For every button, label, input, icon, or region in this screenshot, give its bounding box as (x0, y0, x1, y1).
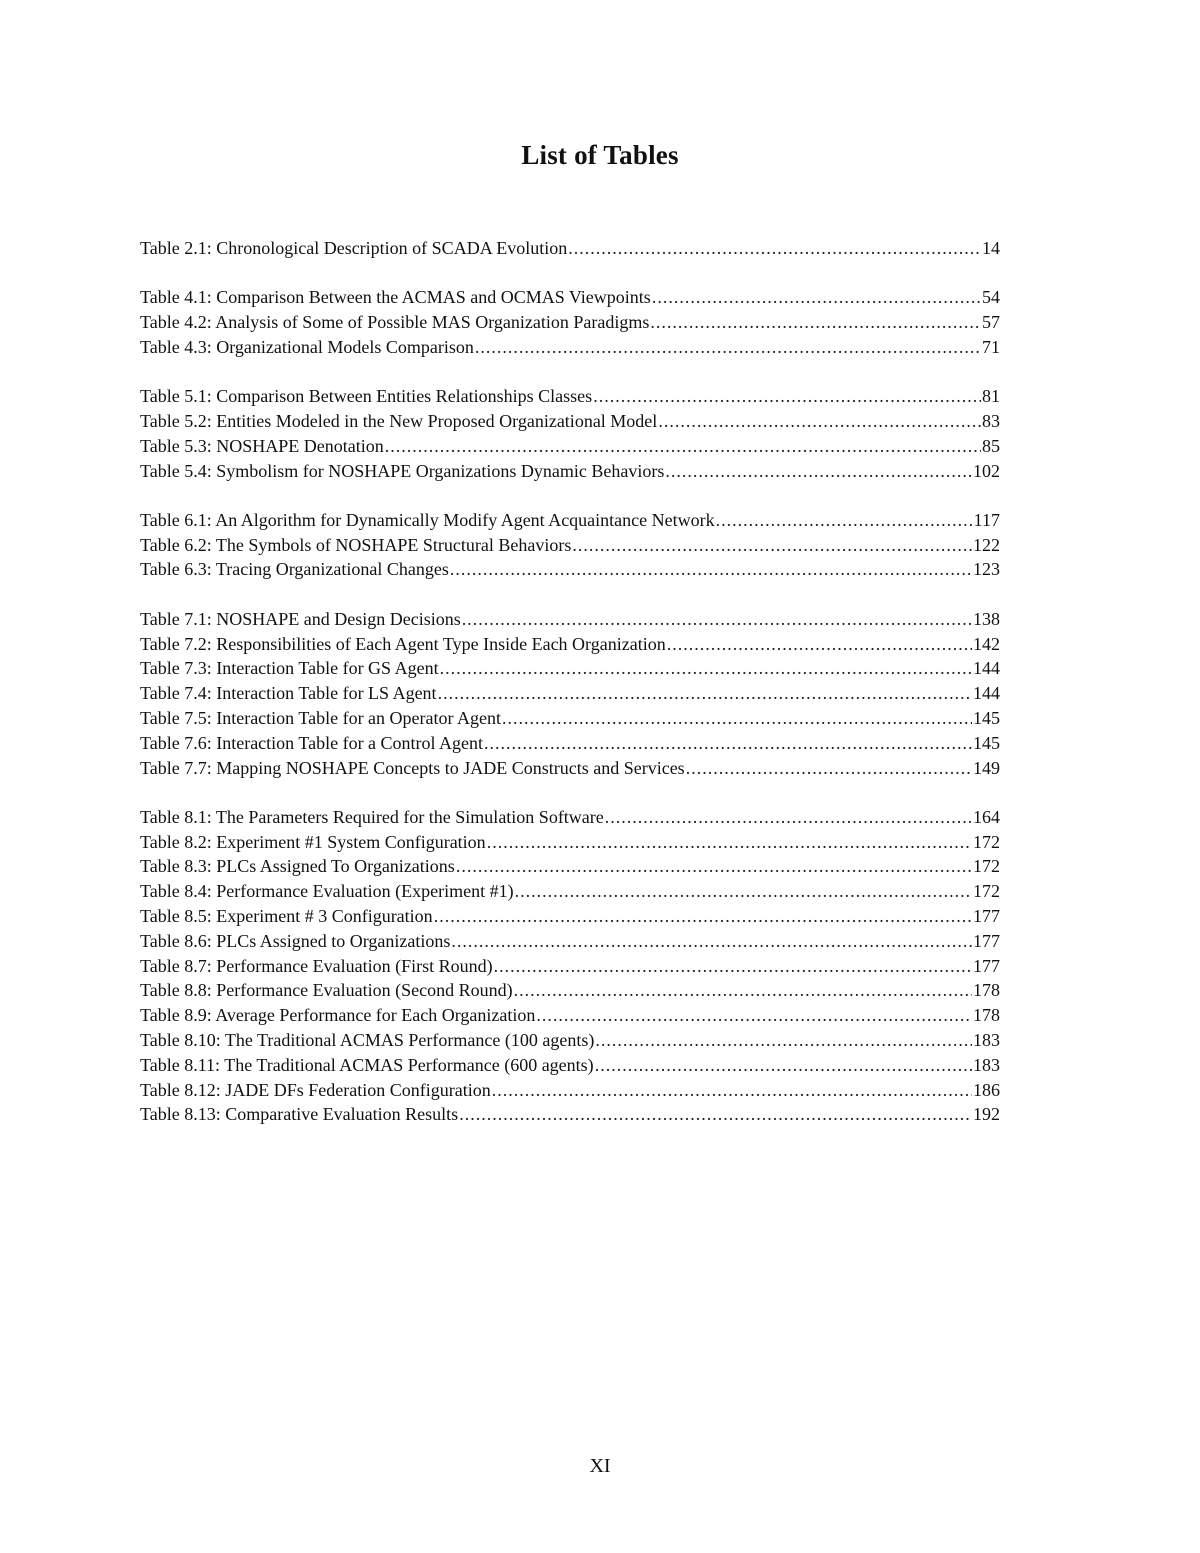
table-of-contents (140, 236, 1000, 1152)
toc-entry[interactable] (140, 954, 1000, 979)
dot-leader (459, 1102, 972, 1127)
toc-entry-label: Table 5.3: NOSHAPE Denotation (140, 435, 384, 456)
dot-leader (451, 929, 972, 954)
toc-entry-page: 145 (973, 732, 1000, 753)
toc-entry-page: 102 (973, 460, 1000, 481)
toc-entry-page: 122 (973, 534, 1000, 555)
toc-entry[interactable] (140, 533, 1000, 558)
toc-entry-label: Table 5.1: Comparison Between Entities Relationships Classes (140, 386, 593, 407)
toc-entry[interactable] (140, 1028, 1000, 1053)
dot-leader (487, 830, 972, 855)
toc-entry[interactable] (140, 1078, 1000, 1103)
toc-entry-page: 81 (982, 386, 1000, 407)
toc-entry-page: 172 (973, 881, 1000, 902)
dot-leader (502, 706, 972, 731)
toc-entry-label: Table 4.1: Comparison Between the ACMAS and OCMAS Viewpoints (140, 287, 651, 308)
dot-leader (716, 508, 973, 533)
dot-leader (494, 954, 972, 979)
toc-group (140, 384, 1000, 483)
toc-entry-page: 177 (973, 906, 1000, 927)
dot-leader (568, 236, 981, 261)
toc-entry-page: 144 (973, 658, 1000, 679)
toc-entry[interactable] (140, 335, 1000, 360)
toc-entry[interactable] (140, 805, 1000, 830)
toc-entry-page: 138 (973, 608, 1000, 629)
page-title: List of Tables (521, 140, 679, 170)
toc-entry-page: 172 (973, 831, 1000, 852)
toc-group (140, 805, 1000, 1127)
toc-entry-page: 57 (982, 312, 1000, 333)
toc-entry-page: 145 (973, 707, 1000, 728)
toc-entry-label: Table 8.7: Performance Evaluation (First Round) (140, 955, 493, 976)
toc-entry[interactable] (140, 607, 1000, 632)
dot-leader (438, 681, 972, 706)
toc-entry-page: 178 (973, 1005, 1000, 1026)
dot-leader (595, 1053, 972, 1078)
dot-leader (605, 805, 972, 830)
dot-leader (434, 904, 972, 929)
toc-entry[interactable] (140, 384, 1000, 409)
dot-leader (450, 557, 972, 582)
toc-entry-label: Table 8.12: JADE DFs Federation Configuration (140, 1079, 491, 1100)
toc-entry-label: Table 8.6: PLCs Assigned to Organizations (140, 930, 451, 951)
toc-entry[interactable] (140, 557, 1000, 582)
dot-leader (456, 854, 972, 879)
toc-entry[interactable] (140, 1102, 1000, 1127)
dot-leader (484, 731, 972, 756)
toc-entry-label: Table 6.1: An Algorithm for Dynamically Modify Agent Acquaintance Network (140, 509, 715, 530)
toc-entry[interactable] (140, 904, 1000, 929)
toc-entry[interactable] (140, 632, 1000, 657)
toc-entry-label: Table 7.6: Interaction Table for a Control Agent (140, 732, 484, 753)
toc-entry[interactable] (140, 978, 1000, 1003)
toc-entry-page: 183 (973, 1030, 1000, 1051)
dot-leader (440, 656, 972, 681)
toc-entry-label: Table 7.7: Mapping NOSHAPE Concepts to JADE Constructs and Services (140, 757, 685, 778)
dot-leader (593, 384, 981, 409)
toc-entry[interactable] (140, 508, 1000, 533)
toc-entry-label: Table 7.3: Interaction Table for GS Agent (140, 658, 439, 679)
toc-entry[interactable] (140, 459, 1000, 484)
toc-entry-page: 71 (982, 336, 1000, 357)
toc-entry-label: Table 4.3: Organizational Models Comparison (140, 336, 474, 357)
toc-entry-page: 172 (973, 856, 1000, 877)
toc-entry-label: Table 7.5: Interaction Table for an Operator Agent (140, 707, 502, 728)
dot-leader (658, 409, 981, 434)
toc-entry-label: Table 8.11: The Traditional ACMAS Performance (600 agents) (140, 1054, 594, 1075)
toc-entry-page: 14 (982, 238, 1000, 258)
dot-leader (475, 335, 981, 360)
toc-entry-page: 123 (973, 559, 1000, 580)
toc-group (140, 607, 1000, 781)
toc-entry-page: 183 (973, 1054, 1000, 1075)
dot-leader (595, 1028, 972, 1053)
dot-leader (652, 285, 981, 310)
toc-entry-label: Table 7.4: Interaction Table for LS Agent (140, 683, 437, 704)
toc-entry-page: 178 (973, 980, 1000, 1001)
toc-entry-label: Table 2.1: Chronological Description of SCADA Evolution (140, 238, 568, 258)
toc-entry-page: 186 (973, 1079, 1000, 1100)
dot-leader (462, 607, 972, 632)
toc-entry-label: Table 7.2: Responsibilities of Each Agent Type Inside Each Organization (140, 633, 666, 654)
toc-entry[interactable] (140, 310, 1000, 335)
toc-entry[interactable] (140, 706, 1000, 731)
toc-entry[interactable] (140, 879, 1000, 904)
dot-leader (492, 1078, 972, 1103)
dot-leader (686, 756, 972, 781)
toc-entry[interactable] (140, 409, 1000, 434)
toc-entry-label: Table 8.5: Experiment # 3 Configuration (140, 906, 433, 927)
toc-entry-label: Table 8.2: Experiment #1 System Configuration (140, 831, 486, 852)
toc-group (140, 236, 1000, 261)
toc-entry-page: 83 (982, 410, 1000, 431)
toc-entry[interactable] (140, 756, 1000, 781)
toc-entry-label: Table 5.4: Symbolism for NOSHAPE Organizations Dynamic Behaviors (140, 460, 665, 481)
toc-entry[interactable] (140, 854, 1000, 879)
toc-entry[interactable] (140, 731, 1000, 756)
toc-entry-page: 149 (973, 757, 1000, 778)
dot-leader (572, 533, 972, 558)
toc-entry-label: Table 8.8: Performance Evaluation (Second Round) (140, 980, 513, 1001)
dot-leader (536, 1003, 972, 1028)
toc-entry-page: 117 (973, 509, 1000, 530)
toc-entry-label: Table 5.2: Entities Modeled in the New Proposed Organizational Model (140, 410, 658, 431)
dot-leader (514, 978, 972, 1003)
toc-entry-page: 54 (982, 287, 1000, 308)
toc-entry-page: 164 (973, 806, 1000, 827)
toc-entry-label: Table 7.1: NOSHAPE and Design Decisions (140, 608, 461, 629)
dot-leader (385, 434, 981, 459)
dot-leader (515, 879, 972, 904)
toc-group (140, 508, 1000, 582)
toc-entry[interactable] (140, 681, 1000, 706)
toc-entry-label: Table 8.4: Performance Evaluation (Experiment #1) (140, 881, 514, 902)
toc-entry[interactable] (140, 236, 1000, 261)
toc-group (140, 285, 1000, 359)
toc-entry[interactable] (140, 285, 1000, 310)
toc-entry[interactable] (140, 1003, 1000, 1028)
toc-entry-page: 177 (973, 930, 1000, 951)
toc-entry-page: 177 (973, 955, 1000, 976)
toc-entry[interactable] (140, 434, 1000, 459)
toc-entry-page: 142 (973, 633, 1000, 654)
dot-leader (667, 632, 972, 657)
toc-entry-label: Table 8.13: Comparative Evaluation Results (140, 1104, 459, 1125)
toc-entry[interactable] (140, 1053, 1000, 1078)
page-number: XI (589, 1455, 611, 1477)
toc-entry-label: Table 6.3: Tracing Organizational Changes (140, 559, 449, 580)
toc-entry[interactable] (140, 929, 1000, 954)
toc-entry[interactable] (140, 830, 1000, 855)
toc-entry-label: Table 8.1: The Parameters Required for the Simulation Software (140, 806, 604, 827)
toc-entry-page: 144 (973, 683, 1000, 704)
toc-entry-label: Table 8.3: PLCs Assigned To Organizations (140, 856, 455, 877)
toc-entry-label: Table 4.2: Analysis of Some of Possible MAS Organization Paradigms (140, 312, 650, 333)
toc-entry-label: Table 8.9: Average Performance for Each Organization (140, 1005, 536, 1026)
dot-leader (650, 310, 981, 335)
toc-entry-page: 192 (973, 1104, 1000, 1125)
toc-entry[interactable] (140, 656, 1000, 681)
toc-entry-page: 85 (982, 435, 1000, 456)
toc-entry-label: Table 6.2: The Symbols of NOSHAPE Structural Behaviors (140, 534, 572, 555)
toc-entry-label: Table 8.10: The Traditional ACMAS Performance (100 agents) (140, 1030, 595, 1051)
dot-leader (665, 459, 972, 484)
